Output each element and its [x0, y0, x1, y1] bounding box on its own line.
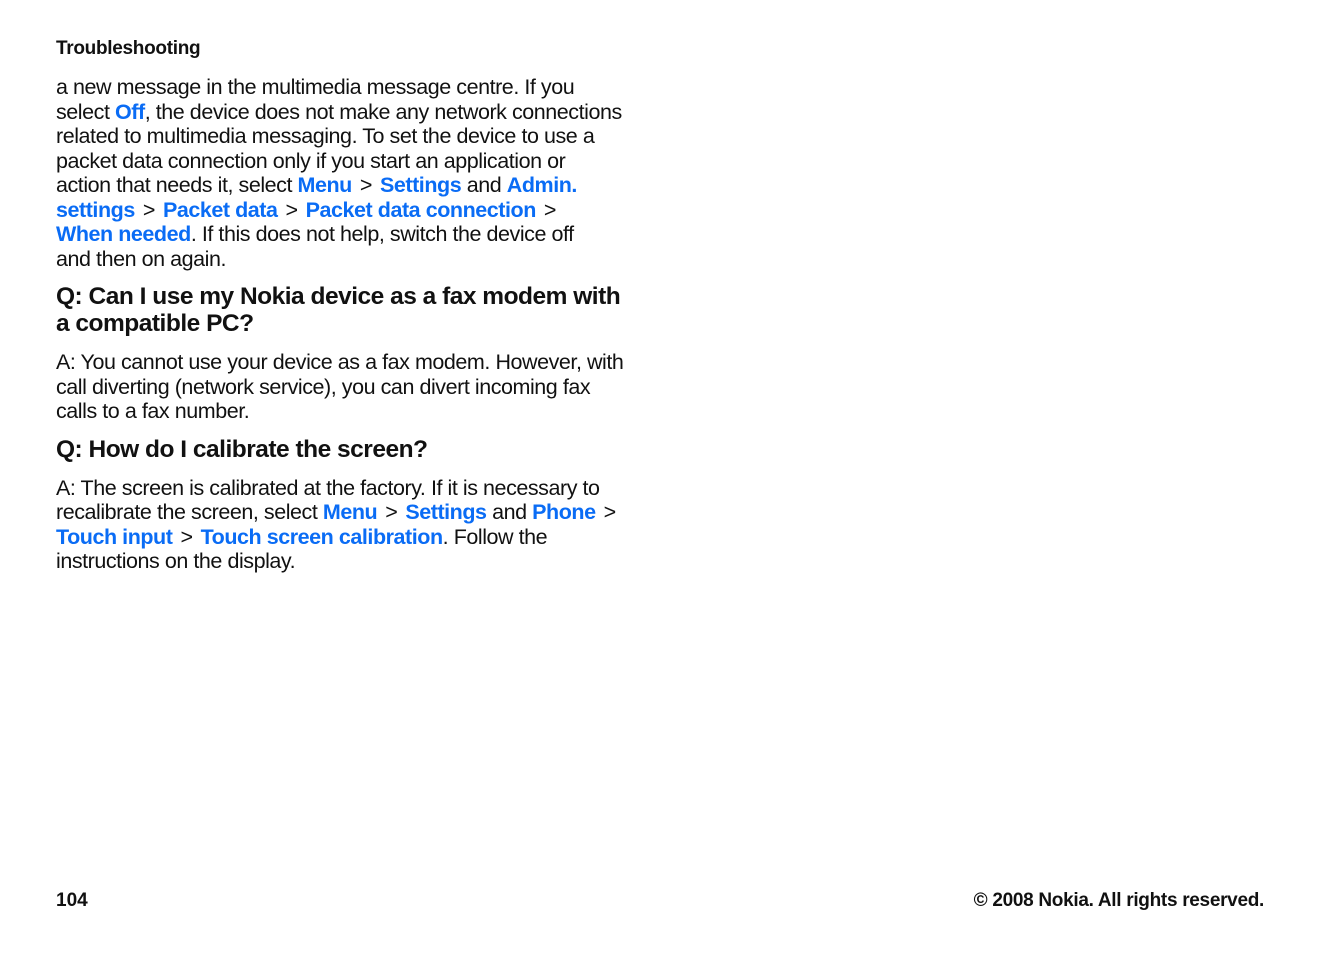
page-number: 104 [56, 890, 88, 911]
path-separator: > [285, 197, 298, 222]
text-line [56, 222, 656, 247]
text-line [56, 310, 656, 337]
menu-path-link[interactable]: Packet data connection [305, 197, 536, 222]
menu-path-link[interactable]: Menu [297, 173, 352, 197]
paragraph [56, 476, 656, 574]
menu-path-link[interactable]: Phone [532, 500, 596, 524]
text-line [56, 100, 656, 125]
menu-path-link[interactable]: When needed [56, 222, 191, 246]
copyright: © 2008 Nokia. All rights reserved. [973, 890, 1264, 911]
path-separator: > [359, 173, 372, 197]
text: packet data connection only if you start an application or [56, 148, 566, 173]
text: A: The screen is calibrated at the factory. If it is necessary to [56, 475, 600, 500]
text: instructions on the display. [56, 549, 296, 573]
path-separator: > [142, 197, 155, 222]
menu-path-link[interactable]: Packet data [162, 197, 278, 222]
question-heading [56, 436, 656, 463]
menu-path-link[interactable]: Touch input [56, 524, 173, 549]
text: a compatible PC? [56, 310, 254, 337]
text-line [56, 436, 656, 463]
text: a new message in the multimedia message centre. If you [56, 75, 575, 99]
text-line [56, 283, 656, 310]
text-line [56, 476, 656, 501]
section-header: Troubleshooting [56, 38, 201, 59]
menu-path-link[interactable]: Settings [379, 173, 462, 197]
text: call diverting (network service), you can divert incoming fax [56, 374, 591, 399]
paragraph [56, 350, 656, 424]
text-line [56, 549, 656, 574]
menu-path-link[interactable]: Off [115, 99, 145, 124]
text: . Follow the [442, 524, 548, 549]
text-line [56, 198, 656, 223]
path-separator: > [180, 524, 193, 549]
text: and [461, 173, 507, 197]
text-line [56, 75, 656, 100]
path-separator: > [543, 197, 556, 222]
page-content [56, 75, 656, 582]
text-line [56, 350, 656, 375]
text: , the device does not make any network connections [144, 99, 622, 124]
menu-path-link[interactable]: Menu [322, 500, 378, 524]
paragraph [56, 75, 656, 271]
text: . If this does not help, switch the device off [190, 222, 574, 246]
text-line [56, 500, 656, 525]
text-line [56, 525, 656, 550]
text-line [56, 149, 656, 174]
question-heading [56, 283, 656, 337]
text-line [56, 124, 656, 149]
path-separator: > [385, 500, 398, 524]
text-line [56, 173, 656, 198]
menu-path-link[interactable]: Settings [405, 500, 487, 524]
text: Q: How do I calibrate the screen? [56, 435, 428, 463]
text: Q: Can I use my Nokia device as a fax modem with [56, 283, 621, 310]
text: and [486, 500, 533, 524]
text: select [56, 99, 115, 124]
menu-path-link[interactable]: Touch screen calibration [200, 524, 443, 549]
text: related to multimedia messaging. To set the device to use a [56, 124, 595, 148]
text-line [56, 399, 656, 424]
text-line [56, 247, 656, 272]
menu-path-link[interactable]: settings [56, 197, 135, 222]
text: action that needs it, select [56, 173, 298, 197]
text: calls to a fax number. [56, 399, 250, 423]
text: and then on again. [56, 246, 227, 271]
text-line [56, 375, 656, 400]
menu-path-link[interactable]: Admin. [506, 173, 577, 197]
path-separator: > [603, 500, 616, 524]
text: recalibrate the screen, select [56, 500, 323, 524]
text: A: You cannot use your device as a fax modem. However, with [56, 350, 624, 374]
